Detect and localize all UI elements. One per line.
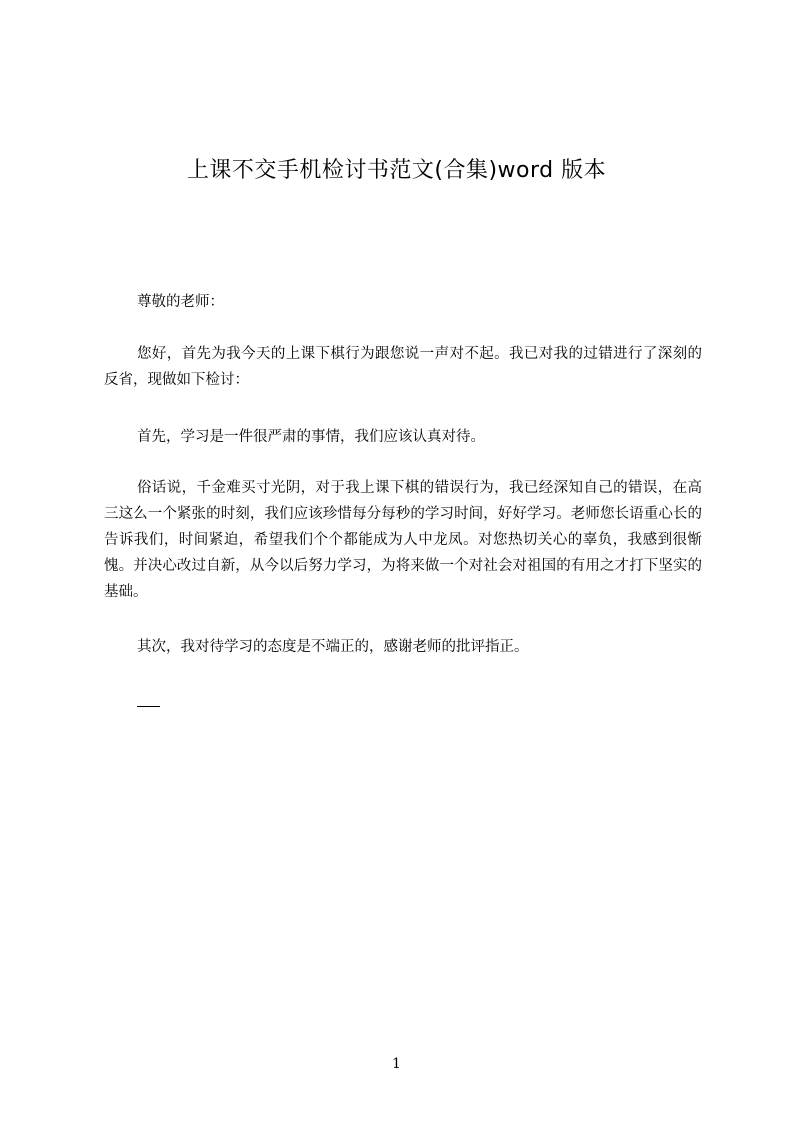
page-title: 上课不交手机检讨书范文(合集)word 版本	[186, 157, 607, 183]
paragraph-first-point: 首先，学习是一件很严肃的事情，我们应该认真对待。	[137, 429, 485, 445]
short-underline-divider	[137, 706, 160, 707]
salutation: 尊敬的老师：	[137, 294, 224, 310]
paragraph-saying: 俗话说，千金难买寸光阴，对于我上课下棋的错误行为，我已经深知自己的错误，在高三这么一个紧张的时刻，我们应该珍惜每分每秒的学习时间，好好学习。老师您长语重心长的告诉我们，时间紧迫，希望我们个个都能成为人中龙凤。对您热切关心的辜负，我感到很惭愧。并决心改过自新，从今以后努力学习，为将来做一个对社会对祖国的有用之才打下坚实的基础。	[104, 480, 702, 600]
paragraph-intro: 您好，首先为我今天的上课下棋行为跟您说一声对不起。我已对我的过错进行了深刻的反省，现做如下检讨：	[104, 346, 702, 388]
page-number: 1	[392, 1056, 401, 1072]
paragraph-second-point: 其次，我对待学习的态度是不端正的，感谢老师的批评指正。	[137, 639, 529, 655]
